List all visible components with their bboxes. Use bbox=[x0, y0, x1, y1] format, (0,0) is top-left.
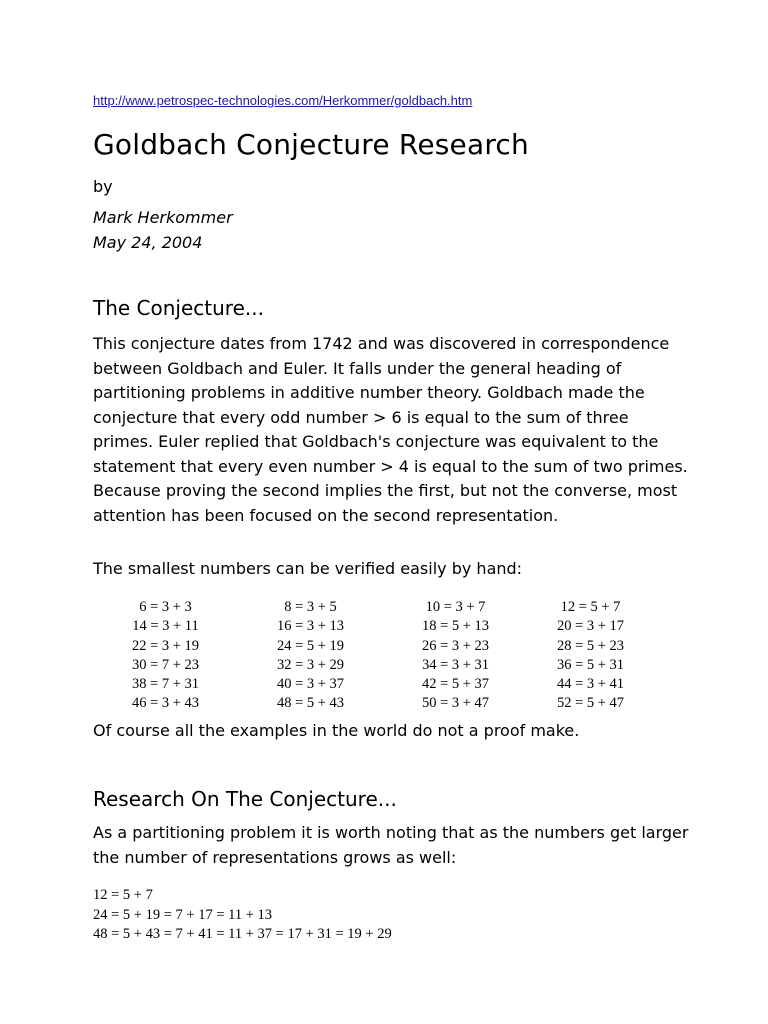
publication-date: May 24, 2004 bbox=[93, 233, 203, 252]
equation-cell: 44 = 3 + 41 bbox=[556, 676, 625, 693]
equation-cell: 28 = 5 + 23 bbox=[556, 637, 625, 654]
equation-cell: 20 = 3 + 17 bbox=[556, 618, 625, 635]
equation-cell: 18 = 5 + 13 bbox=[421, 618, 490, 635]
equation-cell: 16 = 3 + 13 bbox=[276, 618, 345, 635]
equation-cell: 8 = 3 + 5 bbox=[284, 599, 337, 615]
small-numbers-equation-table bbox=[93, 598, 653, 714]
equation-cell: 14 = 3 + 11 bbox=[132, 618, 199, 635]
equation-line: 24 = 5 + 19 = 7 + 17 = 11 + 13 bbox=[93, 906, 273, 923]
section-heading-conjecture: The Conjecture... bbox=[93, 296, 264, 320]
equation-cell: 36 = 5 + 31 bbox=[556, 656, 625, 673]
equation-cell: 32 = 3 + 29 bbox=[276, 656, 345, 673]
equation-cell: 10 = 3 + 7 bbox=[425, 599, 486, 615]
equation-cell: 22 = 3 + 19 bbox=[131, 637, 200, 654]
equation-line: 12 = 5 + 7 bbox=[93, 887, 153, 903]
representations-equation-list bbox=[93, 886, 392, 945]
equation-cell: 40 = 3 + 37 bbox=[276, 676, 345, 693]
proof-remark-paragraph: Of course all the examples in the world do not a proof make. bbox=[93, 721, 580, 740]
research-paragraph: As a partitioning problem it is worth noting that as the numbers get larger the number of representations grows as well: bbox=[93, 823, 689, 867]
equation-cell: 30 = 7 + 23 bbox=[131, 656, 200, 673]
equation-cell: 6 = 3 + 3 bbox=[139, 599, 192, 615]
equation-cell: 52 = 5 + 47 bbox=[556, 695, 625, 712]
author-name: Mark Herkommer bbox=[93, 208, 233, 227]
source-url-link[interactable]: http://www.petrospec-technologies.com/Herkommer/goldbach.htm bbox=[93, 93, 473, 108]
verification-intro-paragraph: The smallest numbers can be verified easily by hand: bbox=[93, 559, 523, 578]
equation-cell: 42 = 5 + 37 bbox=[421, 676, 490, 693]
equation-cell: 26 = 3 + 23 bbox=[421, 637, 490, 654]
equation-cell: 12 = 5 + 7 bbox=[560, 599, 621, 615]
page-title: Goldbach Conjecture Research bbox=[93, 128, 529, 161]
section-heading-research: Research On The Conjecture... bbox=[93, 787, 397, 811]
byline-label: by bbox=[93, 177, 113, 196]
equation-line: 48 = 5 + 43 = 7 + 41 = 11 + 37 = 17 + 31 = 19 + 29 bbox=[93, 926, 392, 942]
equation-cell: 46 = 3 + 43 bbox=[131, 695, 200, 712]
equation-cell: 34 = 3 + 31 bbox=[421, 656, 490, 673]
equation-cell: 48 = 5 + 43 bbox=[276, 695, 345, 712]
equation-cell: 38 = 7 + 31 bbox=[131, 676, 200, 693]
equation-cell: 24 = 5 + 19 bbox=[276, 637, 345, 654]
equation-cell: 50 = 3 + 47 bbox=[421, 695, 490, 712]
conjecture-paragraph: This conjecture dates from 1742 and was discovered in correspondence between Goldbach and Euler. It falls under the general heading of partitioning problems in additive number theory. Goldbach made the conjecture that every odd number > 6 is equal to the sum of three primes. Euler replied that Goldbach's conjecture was equivalent to the statement that every even number > 4 is equal to the sum of two primes. Because proving the second implies the first, but not the converse, most attention has been focused on the second representation. bbox=[93, 334, 688, 525]
